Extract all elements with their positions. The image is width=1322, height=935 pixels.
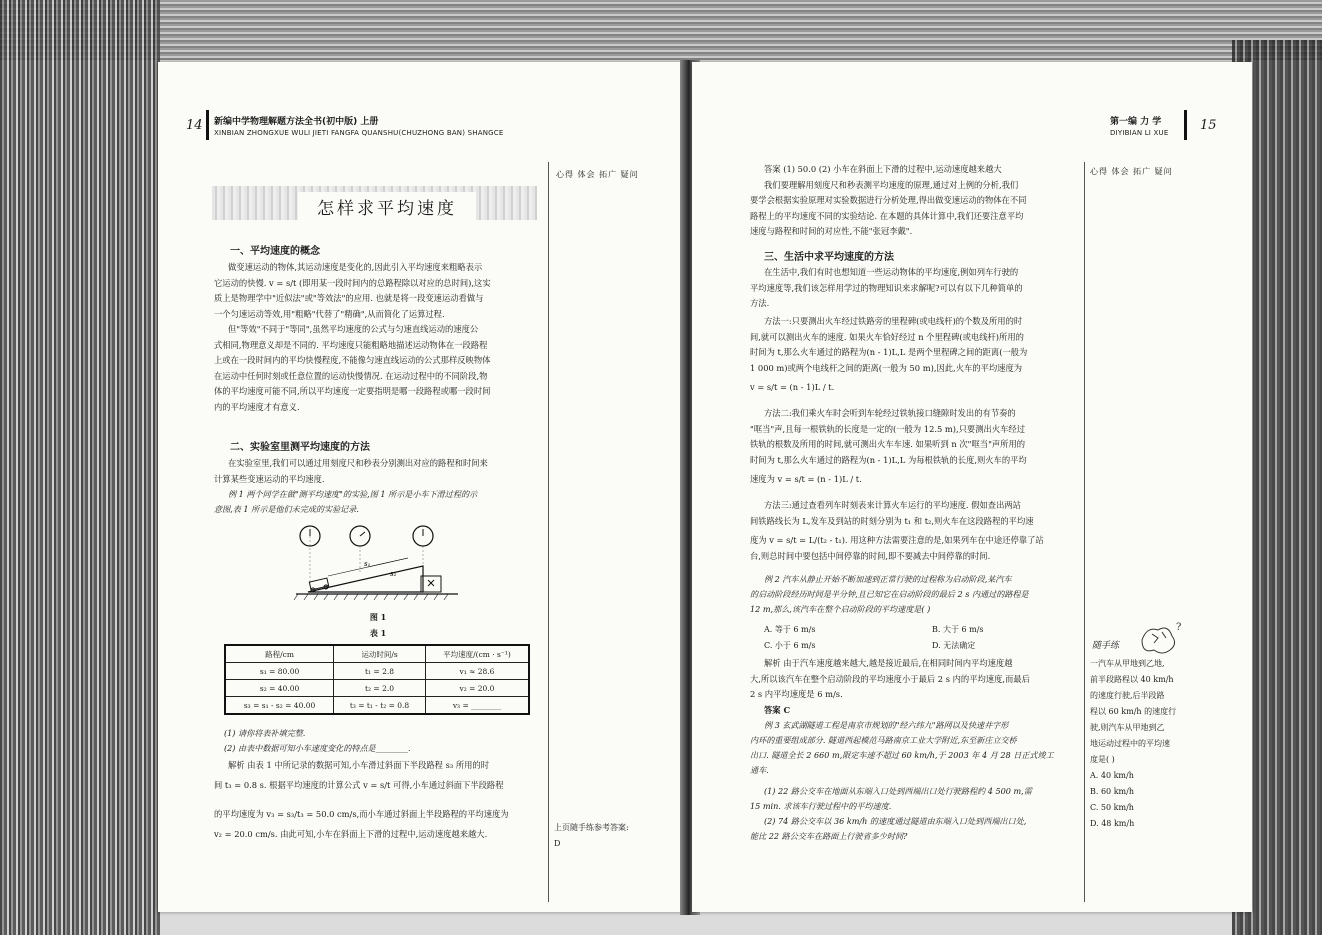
page-number: 14 [186, 118, 203, 133]
table-row [225, 663, 529, 680]
table-row [225, 697, 529, 715]
example-line: 例 3 玄武湖隧道工程是南京市规划的"经六纬九"路网以及快速井字形 [764, 720, 1009, 730]
body-line: 计算某些变速运动的平均速度. [214, 473, 325, 484]
example-line: 内环的重要组成部分. 隧道西起模范马路南京工业大学附近,东至新庄立交桥 [750, 735, 1017, 745]
analysis-line: 2 s 内平均速度是 6 m/s. [750, 689, 843, 699]
stopwatch-icon [350, 526, 370, 546]
method-line: 方法二:我们乘火车时会听到车轮经过铁轨接口缝隙时发出的有节奏的 [764, 408, 1016, 418]
table-header-row [225, 645, 529, 663]
practice-option: C. 50 km/h [1090, 803, 1134, 812]
section-heading: 三、生活中求平均速度的方法 [764, 252, 894, 263]
body-line: 质上是物理学中"近似法"或"等效法"的应用. 也就是将一段变速运动看做与 [214, 293, 484, 303]
method3-block [750, 498, 1080, 564]
body-line: 它运动的快慢. v = s/t (即用某一段时间内的总路程除以对应的总时间),这实 [214, 277, 491, 288]
analysis-line: 的平均速度为 v₃ = s₃/t₃ = 50.0 cm/s,而小车通过斜面上半段路程的平均速度为 [214, 809, 509, 819]
figure-caption: 图 1 [369, 612, 387, 622]
analysis-line: v₂ = 20.0 cm/s. 由此可知,小车在斜面上下滑的过程中,运动速度越来越大. [214, 828, 488, 839]
analysis-line: 大,所以该汽车在整个启动阶段的平均速度小于最后 2 s 内的平均速度,而最后 [750, 673, 1030, 684]
answer-block [750, 162, 1080, 240]
body-line: 一个匀速运动等效,用"粗略"代替了"精确",从而简化了运算过程. [214, 308, 445, 319]
answer-line: 答案 (1) 50.0 (2) 小车在斜面上下滑的过程中,运动速度越来越大 [764, 164, 1002, 174]
svg-text:?: ? [1176, 622, 1182, 633]
running-header-cn: 第一编 力 学 [1110, 117, 1162, 127]
analysis-line: 解析 由表 1 中所记录的数据可知,小车滑过斜面下半段路程 s₃ 所用的时 [228, 760, 490, 770]
question-line: (1) 22 路公交车在地面从东端入口处到西端出口处行驶路程约 4 500 m,需 [764, 786, 1032, 796]
label-s1: s₁ [364, 560, 371, 568]
analysis-line: 解析 由于汽车速度越来越大,越是接近最后,在相同时间内平均速度越 [764, 658, 1013, 668]
body-line: 在运动中任何时刻或任意位置的运动快慢情况. 在运动过程中的不同阶段,物 [214, 370, 488, 381]
method-line: 1 000 m)或两个电线杆之间的距离(一般为 50 m),因此,火车的平均速度为 [750, 362, 1023, 373]
answer-line: 我们要理解用刻度尺和秒表测平均速度的原理,通过对上例的分析,我们 [764, 179, 1019, 190]
example2-block [750, 572, 1080, 617]
practice-line: 地运动过程中的平均速 [1090, 739, 1170, 748]
margin-rule [548, 162, 549, 902]
practice-option: D. 48 km/h [1090, 819, 1135, 828]
method-line: 铁轨的根数及所用的时间,就可测出火车车速. 如果听到 n 次"哐当"声所用的 [750, 439, 1026, 449]
method-line: 台,则总时间中要包括中间停靠的时间,即不要减去中间停靠的时间. [750, 550, 991, 561]
example-line: 例 1 两个同学在做"测平均速度"的实验,图 1 所示是小车下滑过程的示 [228, 489, 478, 499]
option-a: A. 等于 6 m/s [764, 625, 816, 634]
analysis2-block [750, 656, 1080, 718]
answer-line: 路程上的平均速度不同的实验结论. 在本题的具体计算中,我们还要注意平均 [750, 210, 1024, 221]
table-cell: t₁ = 2.8 [334, 663, 426, 680]
table-cell: t₃ = t₁ - t₂ = 0.8 [334, 697, 426, 715]
section2-body [214, 456, 544, 517]
practice-line: 一汽车从甲地到乙地, [1090, 659, 1165, 668]
body-line: 方法. [750, 298, 770, 308]
table-cell: s₃ = s₁ - s₂ = 40.00 [225, 697, 334, 715]
method-line: 时间为 t,那么火车通过的路程为(n - 1)L,L 是两个里程碑之间的距离(一般为 [750, 347, 1028, 357]
body-line: 体的平均速度可能不同,所以平均速度一定要指明是哪一段路程或哪一段时间 [214, 386, 491, 396]
practice-line: 的速度行驶,后半段路 [1090, 691, 1165, 700]
answer-line: 要学会根据实验原理对实验数据进行分析处理,得出做变速运动的物体在不同 [750, 195, 1027, 205]
page-number: 15 [1200, 118, 1217, 133]
method-line: "哐当"声,且每一根铁轨的长度是一定的(一般为 12.5 m),只要测出火车经过 [750, 423, 1026, 434]
question-line: (2) 74 路公交车以 36 km/h 的速度通过隧道由东端入口处到西端出口处, [764, 816, 1027, 826]
margin-label: 心得 体会 拓广 疑问 [1090, 167, 1173, 176]
method-line: 间铁路线长为 L,发车及到站的时刻分别为 t₁ 和 t₂,则火车在这段路程的平均速 [750, 515, 1034, 526]
table-row [225, 680, 529, 697]
method2-block [750, 406, 1080, 488]
analysis-block [214, 758, 544, 842]
section-heading: 二、实验室里测平均速度的方法 [230, 442, 370, 453]
table-cell: v₃ = ________ [425, 697, 529, 715]
margin-label: 心得 体会 拓广 疑问 [556, 170, 639, 179]
analysis-line: 间 t₃ = 0.8 s. 根据平均速度的计算公式 v = s/t 可得,小车通过斜面下半段路程 [214, 779, 504, 790]
method-line: 时间为 t,那么火车通过的路程为(n - 1)L,L 为每根铁轨的长度,则火车的平均 [750, 454, 1027, 465]
question-line: 能比 22 路公交车在路面上行驶省多少时间? [750, 831, 908, 841]
practice-line: 驶,则汽车从甲地到乙 [1090, 723, 1165, 732]
example-line: 意图,表 1 所示是他们未完成的实验记录. [214, 504, 359, 514]
table-cell: v₂ = 20.0 [425, 680, 529, 697]
table-cell: t₂ = 2.0 [334, 680, 426, 697]
chapter-title: 怎样求平均速度 [298, 192, 476, 221]
header-bar [206, 110, 209, 140]
question-line: (1) 请你将表补填完整. [224, 728, 306, 738]
margin-rule [1084, 162, 1085, 902]
practice-line: 程以 60 km/h 的速度行 [1090, 707, 1177, 716]
method1-block [750, 314, 1080, 396]
practice-option: B. 60 km/h [1090, 787, 1134, 796]
stopwatch-icon [413, 526, 433, 546]
practice-line: 度是( ) [1090, 755, 1115, 764]
header-bar [1184, 110, 1187, 140]
side-note-answer: D [554, 839, 561, 848]
option-c: C. 小于 6 m/s [764, 641, 816, 650]
table-cell: s₂ = 40.00 [225, 680, 334, 697]
method-line: 方法三:通过查看列车时刻表来计算火车运行的平均速度. 假如查出两站 [764, 500, 1021, 510]
section-heading: 一、平均速度的概念 [230, 246, 320, 257]
example-line: 通车. [750, 765, 769, 775]
body-line: 内的平均速度才有意义. [214, 401, 300, 412]
figure-incline-diagram [288, 524, 468, 604]
scan-noise-top [0, 0, 1322, 60]
body-line: 在实验室里,我们可以通过用刻度尺和秒表分别测出对应的路程和时间来 [228, 458, 488, 468]
table-header: 平均速度/(cm · s⁻¹) [425, 645, 529, 663]
table-header: 运动时间/s [334, 645, 426, 663]
table-header: 路程/cm [225, 645, 334, 663]
practice-question [1090, 656, 1206, 832]
table-caption: 表 1 [369, 628, 387, 638]
method-line: 间,就可以测出火车的速度. 如果火车恰好经过 n 个里程碑(或电线杆)所用的 [750, 331, 1024, 342]
example3-block [750, 718, 1080, 844]
option-d: D. 无法确定 [932, 641, 976, 650]
example-line: 出口. 隧道全长 2 660 m,限定车速不超过 60 km/h,于 2003 年 4 月 28 日正式竣工 [750, 750, 1054, 760]
answer-line: 速度与路程和时间的对应性,不能"张冠李戴". [750, 226, 913, 236]
scan-noise-left [0, 0, 160, 935]
left-page [158, 62, 686, 912]
body-line: 但"等效"不同于"等同",虽然平均速度的公式与匀速直线运动的速度公 [228, 324, 479, 334]
label-s2: s₂ [390, 570, 397, 578]
practice-label: 随手练 [1092, 641, 1120, 651]
running-header-cn: 新编中学物理解题方法全书(初中版) 上册 [214, 117, 379, 127]
section3-body [750, 265, 1080, 312]
example-line: 的启动阶段经历时间是半分钟,且已知它在启动阶段的最后 2 s 内通过的路程是 [750, 589, 1029, 599]
table-cell: s₁ = 80.00 [225, 663, 334, 680]
formula-line: v = s/t = (n - 1)L / t. [750, 382, 835, 392]
side-note-label: 上页随手练参考答案: [554, 823, 629, 832]
practice-option: A. 40 km/h [1090, 771, 1134, 780]
formula-line: 速度为 v = s/t = (n - 1)L / t. [750, 474, 862, 484]
data-table [224, 644, 530, 715]
answer-line: 答案 C [764, 704, 791, 715]
running-header-en: XINBIAN ZHONGXUE WULI JIETI FANGFA QUANSHU(CHUZHONG BAN) SHANGCE [214, 129, 504, 137]
table-cell: v₁ ≈ 28.6 [425, 663, 529, 680]
example-line: 12 m,那么,该汽车在整个启动阶段的平均速度是( ) [750, 604, 931, 614]
method-line: 方法一:只要测出火车经过铁路旁的里程碑(或电线杆)的个数及所用的时 [764, 316, 1023, 326]
method-line: 度为 v = s/t = L/(t₂ - t₁). 用这种方法需要注意的是,如果列车在中途还停靠了站 [750, 535, 1044, 545]
section1-body [214, 260, 544, 415]
questions-block [224, 726, 544, 756]
option-b: B. 大于 6 m/s [932, 625, 984, 634]
right-page [692, 62, 1252, 912]
question-line: (2) 由表中数据可知小车速度变化的特点是________. [224, 743, 411, 753]
question-line: 15 min. 求该车行驶过程中的平均速度. [750, 801, 892, 811]
body-line: 上或在一段时间内的平均快慢程度,不能像匀速直线运动的公式那样反映物体 [214, 355, 491, 365]
running-header-en: DIYIBIAN LI XUE [1110, 129, 1169, 137]
practice-line: 前半段路程以 40 km/h [1090, 675, 1174, 684]
body-line: 式相同,物理意义却是不同的. 平均速度只能粗略地描述运动物体在一段路程 [214, 339, 488, 350]
body-line: 做变速运动的物体,其运动速度是变化的,因此引入平均速度来粗略表示 [228, 262, 483, 272]
example-line: 例 2 汽车从静止开始不断加速到正常行驶的过程称为启动阶段,某汽车 [764, 574, 1012, 584]
body-line: 在生活中,我们有时也想知道一些运动物体的平均速度,例如列车行驶的 [764, 267, 1019, 277]
body-line: 平均速度等,我们该怎样用学过的物理知识来求解呢?可以有以下几种简单的 [750, 282, 1023, 293]
